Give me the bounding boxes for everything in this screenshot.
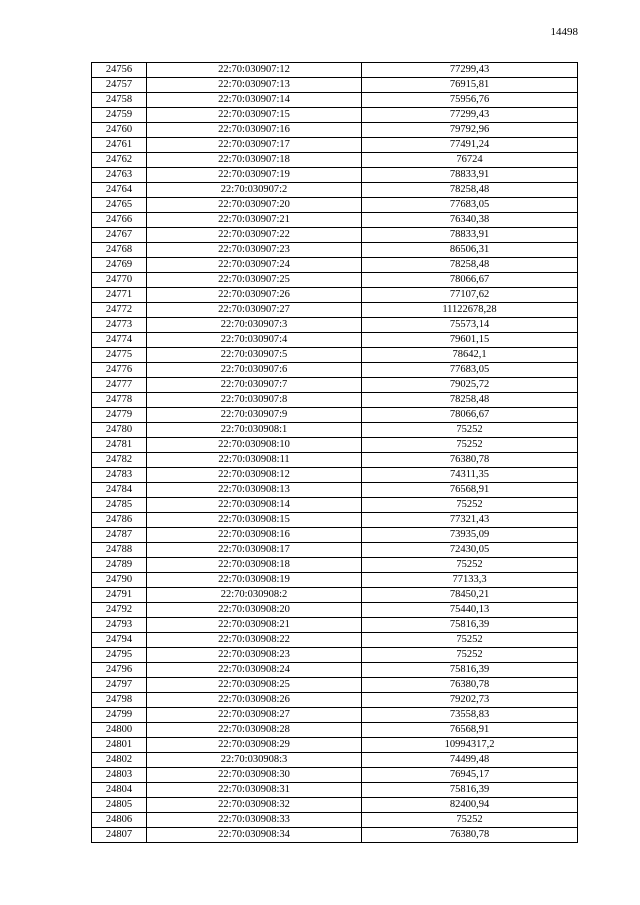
- table-row: [92, 333, 578, 348]
- cadastral-value-cell: 75252: [362, 813, 578, 828]
- cadastral-number-cell: 22:70:030908:31: [147, 783, 362, 798]
- table-row: [92, 588, 578, 603]
- cadastral-value-cell: 76568,91: [362, 483, 578, 498]
- cadastral-number-cell: 22:70:030908:2: [147, 588, 362, 603]
- cadastral-number-cell: 22:70:030908:33: [147, 813, 362, 828]
- row-number-cell: 24790: [92, 573, 147, 588]
- table-row: [92, 183, 578, 198]
- cadastral-value-cell: 77491,24: [362, 138, 578, 153]
- cadastral-number-cell: 22:70:030907:13: [147, 78, 362, 93]
- cadastral-number-cell: 22:70:030908:20: [147, 603, 362, 618]
- row-number-cell: 24797: [92, 678, 147, 693]
- cadastral-number-cell: 22:70:030907:16: [147, 123, 362, 138]
- cadastral-value-cell: 76724: [362, 153, 578, 168]
- table-row: [92, 138, 578, 153]
- table-row: [92, 813, 578, 828]
- row-number-cell: 24769: [92, 258, 147, 273]
- cadastral-value-cell: 78258,48: [362, 258, 578, 273]
- table-row: [92, 648, 578, 663]
- table-row: [92, 258, 578, 273]
- cadastral-value-cell: 78450,21: [362, 588, 578, 603]
- table-row: [92, 453, 578, 468]
- cadastral-value-cell: 77683,05: [362, 198, 578, 213]
- cadastral-number-cell: 22:70:030907:3: [147, 318, 362, 333]
- cadastral-number-cell: 22:70:030908:10: [147, 438, 362, 453]
- row-number-cell: 24782: [92, 453, 147, 468]
- row-number-cell: 24800: [92, 723, 147, 738]
- cadastral-value-cell: 77299,43: [362, 63, 578, 78]
- table-row: [92, 168, 578, 183]
- cadastral-value-cell: 82400,94: [362, 798, 578, 813]
- row-number-cell: 24788: [92, 543, 147, 558]
- cadastral-number-cell: 22:70:030908:22: [147, 633, 362, 648]
- table-row: [92, 543, 578, 558]
- cadastral-number-cell: 22:70:030907:26: [147, 288, 362, 303]
- cadastral-value-cell: 76340,38: [362, 213, 578, 228]
- row-number-cell: 24796: [92, 663, 147, 678]
- row-number-cell: 24761: [92, 138, 147, 153]
- cadastral-number-cell: 22:70:030907:12: [147, 63, 362, 78]
- cadastral-value-cell: 79792,96: [362, 123, 578, 138]
- row-number-cell: 24781: [92, 438, 147, 453]
- table-row: [92, 108, 578, 123]
- row-number-cell: 24793: [92, 618, 147, 633]
- cadastral-value-cell: 78642,1: [362, 348, 578, 363]
- table-row: [92, 393, 578, 408]
- cadastral-value-cell: 10994317,2: [362, 738, 578, 753]
- cadastral-value-cell: 78258,48: [362, 183, 578, 198]
- cadastral-number-cell: 22:70:030908:30: [147, 768, 362, 783]
- row-number-cell: 24770: [92, 273, 147, 288]
- table-row: [92, 753, 578, 768]
- cadastral-number-cell: 22:70:030908:14: [147, 498, 362, 513]
- cadastral-number-cell: 22:70:030908:1: [147, 423, 362, 438]
- table-row: [92, 708, 578, 723]
- row-number-cell: 24799: [92, 708, 147, 723]
- row-number-cell: 24776: [92, 363, 147, 378]
- row-number-cell: 24766: [92, 213, 147, 228]
- table-row: [92, 288, 578, 303]
- cadastral-value-cell: 78833,91: [362, 168, 578, 183]
- cadastral-value-cell: 75440,13: [362, 603, 578, 618]
- cadastral-value-cell: 77683,05: [362, 363, 578, 378]
- cadastral-number-cell: 22:70:030907:5: [147, 348, 362, 363]
- cadastral-number-cell: 22:70:030907:17: [147, 138, 362, 153]
- cadastral-value-cell: 73558,83: [362, 708, 578, 723]
- cadastral-number-cell: 22:70:030908:15: [147, 513, 362, 528]
- cadastral-number-cell: 22:70:030908:32: [147, 798, 362, 813]
- row-number-cell: 24803: [92, 768, 147, 783]
- cadastral-number-cell: 22:70:030908:27: [147, 708, 362, 723]
- cadastral-number-cell: 22:70:030907:22: [147, 228, 362, 243]
- row-number-cell: 24798: [92, 693, 147, 708]
- row-number-cell: 24757: [92, 78, 147, 93]
- cadastral-value-cell: 76945,17: [362, 768, 578, 783]
- row-number-cell: 24767: [92, 228, 147, 243]
- row-number-cell: 24775: [92, 348, 147, 363]
- table-row: [92, 513, 578, 528]
- cadastral-value-cell: 75816,39: [362, 783, 578, 798]
- cadastral-number-cell: 22:70:030908:21: [147, 618, 362, 633]
- cadastral-value-cell: 73935,09: [362, 528, 578, 543]
- cadastral-value-cell: 77133,3: [362, 573, 578, 588]
- cadastral-number-cell: 22:70:030908:11: [147, 453, 362, 468]
- table-body: [92, 63, 578, 843]
- cadastral-value-cell: 78066,67: [362, 408, 578, 423]
- row-number-cell: 24786: [92, 513, 147, 528]
- cadastral-value-cell: 76380,78: [362, 453, 578, 468]
- cadastral-number-cell: 22:70:030907:14: [147, 93, 362, 108]
- row-number-cell: 24756: [92, 63, 147, 78]
- row-number-cell: 24783: [92, 468, 147, 483]
- table-row: [92, 573, 578, 588]
- cadastral-value-cell: 75252: [362, 633, 578, 648]
- cadastral-value-cell: 75252: [362, 648, 578, 663]
- row-number-cell: 24778: [92, 393, 147, 408]
- cadastral-number-cell: 22:70:030907:8: [147, 393, 362, 408]
- cadastral-value-cell: 77299,43: [362, 108, 578, 123]
- row-number-cell: 24764: [92, 183, 147, 198]
- cadastral-value-cell: 75816,39: [362, 618, 578, 633]
- table-row: [92, 558, 578, 573]
- row-number-cell: 24785: [92, 498, 147, 513]
- cadastral-number-cell: 22:70:030907:4: [147, 333, 362, 348]
- table-row: [92, 498, 578, 513]
- table-row: [92, 783, 578, 798]
- cadastral-number-cell: 22:70:030908:23: [147, 648, 362, 663]
- row-number-cell: 24772: [92, 303, 147, 318]
- row-number-cell: 24804: [92, 783, 147, 798]
- row-number-cell: 24774: [92, 333, 147, 348]
- table-row: [92, 603, 578, 618]
- cadastral-number-cell: 22:70:030907:24: [147, 258, 362, 273]
- cadastral-value-cell: 72430,05: [362, 543, 578, 558]
- table-row: [92, 153, 578, 168]
- table-row: [92, 828, 578, 843]
- cadastral-number-cell: 22:70:030907:20: [147, 198, 362, 213]
- row-number-cell: 24807: [92, 828, 147, 843]
- table-row: [92, 468, 578, 483]
- table-row: [92, 198, 578, 213]
- row-number-cell: 24805: [92, 798, 147, 813]
- table-row: [92, 228, 578, 243]
- cadastral-number-cell: 22:70:030907:7: [147, 378, 362, 393]
- cadastral-number-cell: 22:70:030908:12: [147, 468, 362, 483]
- table-row: [92, 633, 578, 648]
- cadastral-number-cell: 22:70:030908:18: [147, 558, 362, 573]
- cadastral-number-cell: 22:70:030908:26: [147, 693, 362, 708]
- row-number-cell: 24795: [92, 648, 147, 663]
- row-number-cell: 24792: [92, 603, 147, 618]
- table-row: [92, 318, 578, 333]
- cadastral-value-cell: 79202,73: [362, 693, 578, 708]
- cadastral-number-cell: 22:70:030907:23: [147, 243, 362, 258]
- cadastral-number-cell: 22:70:030908:25: [147, 678, 362, 693]
- cadastral-value-cell: 78066,67: [362, 273, 578, 288]
- cadastral-value-cell: 76380,78: [362, 828, 578, 843]
- cadastral-value-cell: 86506,31: [362, 243, 578, 258]
- cadastral-number-cell: 22:70:030908:19: [147, 573, 362, 588]
- cadastral-number-cell: 22:70:030908:13: [147, 483, 362, 498]
- table-row: [92, 363, 578, 378]
- cadastral-value-cell: 76915,81: [362, 78, 578, 93]
- row-number-cell: 24762: [92, 153, 147, 168]
- table-row: [92, 723, 578, 738]
- row-number-cell: 24789: [92, 558, 147, 573]
- cadastral-number-cell: 22:70:030907:21: [147, 213, 362, 228]
- table-row: [92, 678, 578, 693]
- cadastral-number-cell: 22:70:030908:16: [147, 528, 362, 543]
- cadastral-number-cell: 22:70:030907:19: [147, 168, 362, 183]
- row-number-cell: 24763: [92, 168, 147, 183]
- row-number-cell: 24802: [92, 753, 147, 768]
- row-number-cell: 24806: [92, 813, 147, 828]
- row-number-cell: 24773: [92, 318, 147, 333]
- cadastral-number-cell: 22:70:030908:24: [147, 663, 362, 678]
- cadastral-value-cell: 74311,35: [362, 468, 578, 483]
- table-row: [92, 348, 578, 363]
- cadastral-value-cell: 75252: [362, 558, 578, 573]
- cadastral-value-cell: 76568,91: [362, 723, 578, 738]
- cadastral-value-cell: 77321,43: [362, 513, 578, 528]
- row-number-cell: 24779: [92, 408, 147, 423]
- row-number-cell: 24784: [92, 483, 147, 498]
- cadastral-number-cell: 22:70:030907:15: [147, 108, 362, 123]
- table-row: [92, 618, 578, 633]
- table-row: [92, 528, 578, 543]
- cadastral-number-cell: 22:70:030908:17: [147, 543, 362, 558]
- table-row: [92, 243, 578, 258]
- table-row: [92, 798, 578, 813]
- table-row: [92, 213, 578, 228]
- row-number-cell: 24791: [92, 588, 147, 603]
- row-number-cell: 24780: [92, 423, 147, 438]
- table-row: [92, 693, 578, 708]
- cadastral-value-table: [91, 62, 578, 843]
- cadastral-value-cell: 75816,39: [362, 663, 578, 678]
- table-row: [92, 768, 578, 783]
- cadastral-number-cell: 22:70:030908:28: [147, 723, 362, 738]
- table-row: [92, 423, 578, 438]
- table-row: [92, 438, 578, 453]
- cadastral-value-cell: 74499,48: [362, 753, 578, 768]
- cadastral-number-cell: 22:70:030908:29: [147, 738, 362, 753]
- row-number-cell: 24801: [92, 738, 147, 753]
- cadastral-number-cell: 22:70:030908:34: [147, 828, 362, 843]
- table-row: [92, 483, 578, 498]
- row-number-cell: 24765: [92, 198, 147, 213]
- table-row: [92, 78, 578, 93]
- table-row: [92, 63, 578, 78]
- cadastral-value-cell: 11122678,28: [362, 303, 578, 318]
- cadastral-value-cell: 78258,48: [362, 393, 578, 408]
- cadastral-number-cell: 22:70:030907:9: [147, 408, 362, 423]
- row-number-cell: 24759: [92, 108, 147, 123]
- cadastral-number-cell: 22:70:030907:25: [147, 273, 362, 288]
- cadastral-value-cell: 75956,76: [362, 93, 578, 108]
- row-number-cell: 24777: [92, 378, 147, 393]
- table-row: [92, 273, 578, 288]
- table-row: [92, 738, 578, 753]
- row-number-cell: 24787: [92, 528, 147, 543]
- cadastral-number-cell: 22:70:030907:27: [147, 303, 362, 318]
- cadastral-value-cell: 79601,15: [362, 333, 578, 348]
- table-row: [92, 378, 578, 393]
- cadastral-number-cell: 22:70:030907:18: [147, 153, 362, 168]
- cadastral-value-cell: 76380,78: [362, 678, 578, 693]
- row-number-cell: 24760: [92, 123, 147, 138]
- table-row: [92, 408, 578, 423]
- table-row: [92, 663, 578, 678]
- row-number-cell: 24771: [92, 288, 147, 303]
- cadastral-number-cell: 22:70:030908:3: [147, 753, 362, 768]
- page-number: 14498: [550, 26, 578, 38]
- cadastral-value-cell: 77107,62: [362, 288, 578, 303]
- cadastral-value-cell: 79025,72: [362, 378, 578, 393]
- table-row: [92, 93, 578, 108]
- cadastral-value-cell: 75252: [362, 423, 578, 438]
- cadastral-number-cell: 22:70:030907:2: [147, 183, 362, 198]
- cadastral-value-cell: 78833,91: [362, 228, 578, 243]
- cadastral-value-cell: 75573,14: [362, 318, 578, 333]
- row-number-cell: 24768: [92, 243, 147, 258]
- table-row: [92, 303, 578, 318]
- table-row: [92, 123, 578, 138]
- row-number-cell: 24794: [92, 633, 147, 648]
- cadastral-number-cell: 22:70:030907:6: [147, 363, 362, 378]
- cadastral-value-cell: 75252: [362, 498, 578, 513]
- row-number-cell: 24758: [92, 93, 147, 108]
- cadastral-value-cell: 75252: [362, 438, 578, 453]
